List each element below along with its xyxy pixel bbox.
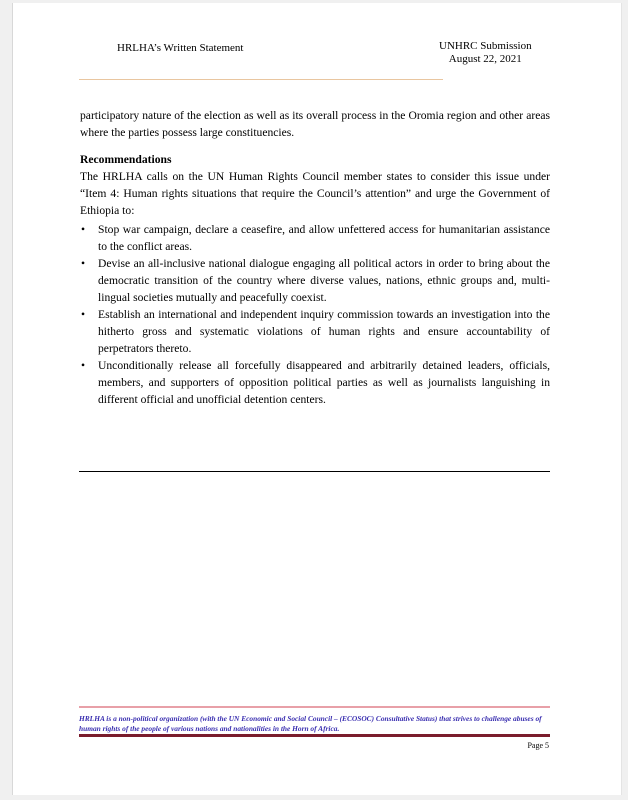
document-body xyxy=(80,107,550,408)
footer-rule-bottom xyxy=(79,734,550,737)
header-submission xyxy=(439,40,532,66)
header-submission-name: UNHRC Submission xyxy=(439,40,532,52)
list-item-text: Devise an all-inclusive national dialogue engaging all political actors in order to bring about the democratic transition of the country where diverse values, nations, ethnic groups and, multi-lingual societies mutually and peacefully coexist. xyxy=(98,257,550,304)
list-item-text: Stop war campaign, declare a ceasefire, and allow unfettered access for humanitarian assistance to the conflict areas. xyxy=(98,223,550,253)
content-divider xyxy=(79,471,550,472)
list-item xyxy=(80,255,550,306)
bullet-icon: • xyxy=(81,257,86,270)
bullet-icon: • xyxy=(81,308,86,321)
document-page xyxy=(12,3,622,795)
header-divider xyxy=(79,79,443,80)
header-title: HRLHA’s Written Statement xyxy=(117,42,244,54)
lead-paragraph: The HRLHA calls on the UN Human Rights Council member states to consider this issue under “Item 4: Human rights situations that require the Council’s attention” and urge the Government of Ethiopia to: xyxy=(80,170,550,217)
bullet-icon: • xyxy=(81,359,86,372)
list-item-text: Unconditionally release all forcefully disappeared and arbitrarily detained leaders, officials, members, and supporters of opposition political parties as well as journalists languishing in different official and unofficial detention centers. xyxy=(98,359,550,406)
list-item-text: Establish an international and independent inquiry commission towards an investigation into the hitherto gross and systematic violations of human rights and ensure accountability of perpetrators thereto. xyxy=(98,308,550,355)
list-item xyxy=(80,357,550,408)
bullet-icon: • xyxy=(81,223,86,236)
header-date: August 22, 2021 xyxy=(448,53,522,65)
intro-paragraph: participatory nature of the election as well as its overall process in the Oromia region and other areas where the parties possess large constituencies. xyxy=(80,109,550,139)
list-item xyxy=(80,306,550,357)
footer-statement: HRLHA is a non-political organization (with the UN Economic and Social Council – (ECOSOC) Consultative Status) that strives to challenge abuses of human rights of the people of various nations and nationalities in the Horn of Africa. xyxy=(79,714,542,733)
recommendations-list xyxy=(80,221,550,408)
page-number: Page 5 xyxy=(527,741,549,750)
list-item xyxy=(80,221,550,255)
footer-rule-top xyxy=(79,706,550,708)
section-heading: Recommendations xyxy=(80,153,172,166)
